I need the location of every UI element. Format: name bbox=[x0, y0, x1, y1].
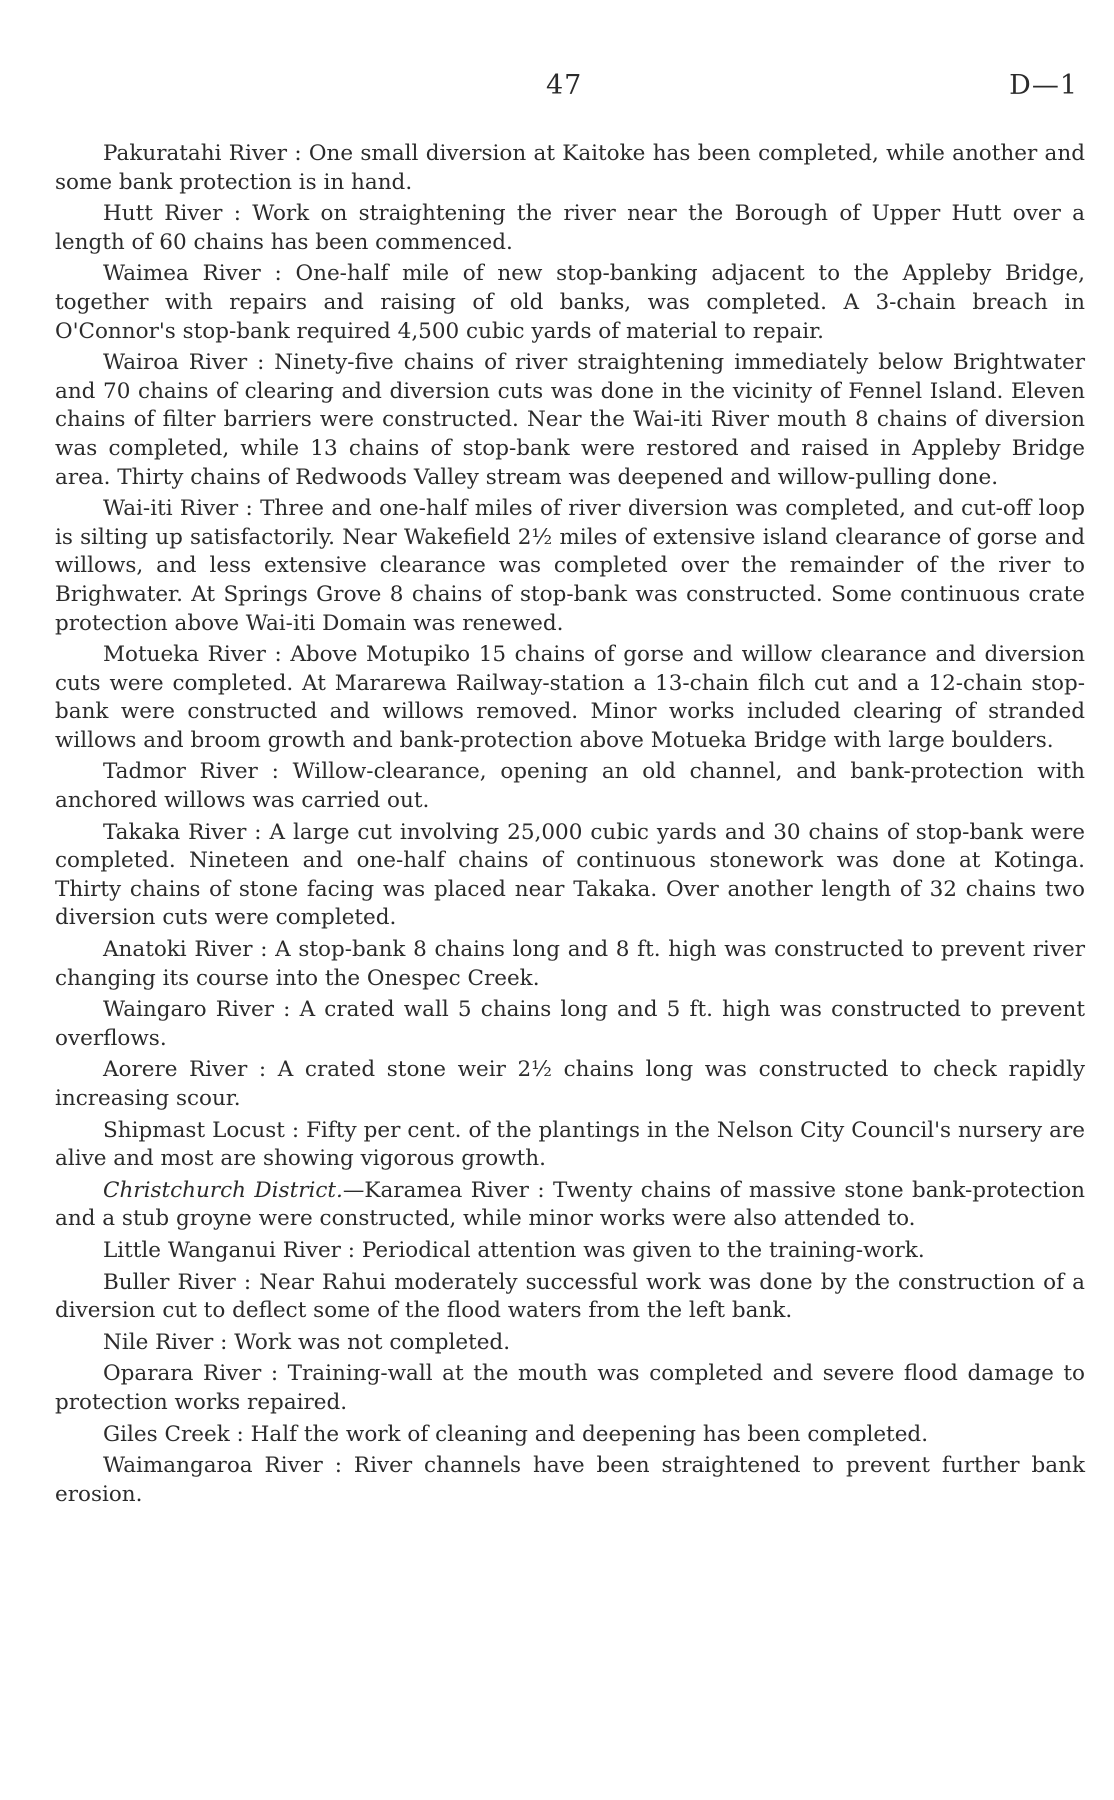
document-reference: D—1 bbox=[1009, 70, 1078, 101]
paragraph-text: A crated stone weir 2½ chains long was constructed to check rapidly increasing scour. bbox=[55, 1057, 1085, 1111]
paragraph-anatoki-river bbox=[55, 936, 1085, 993]
paragraph-text: Three and one-half miles of river diversion was completed, and cut-off loop is silting up satisfactorily. Near Wakefield 2½ miles of extensive island clearance of gorse and willows, and less extensive clearance was completed over the remainder of the river to Brighwater. At Springs Grove 8 chains of stop-bank was constructed. Some continuous crate protection above Wai-iti Domain was renewed. bbox=[55, 496, 1085, 636]
paragraph-heading: Waingaro River : bbox=[103, 997, 291, 1023]
paragraph-text: Near Rahui moderately successful work was done by the construction of a diversion cut to deflect some of the flood waters from the left bank. bbox=[55, 1269, 1086, 1324]
paragraph-text: Work on straightening the river near the Borough of Upper Hutt over a length of 60 chains has been commenced. bbox=[55, 201, 1085, 255]
paragraph-text: A stop-bank 8 chains long and 8 ft. high was constructed to prevent river changing its course into the Onespec Creek. bbox=[55, 937, 1085, 991]
district-heading: Christchurch District. bbox=[103, 1177, 343, 1203]
paragraph-christchurch-district bbox=[55, 1177, 1085, 1234]
body-text bbox=[55, 140, 1085, 1512]
paragraph-shipmast-locust bbox=[55, 1117, 1085, 1174]
paragraph-text: One-half mile of new stop-banking adjacent to the Appleby Bridge, together with repairs and raising of old banks, was completed. A 3-chain breach in O'Connor's stop-bank required 4,500 cubic yards of material to repair. bbox=[55, 261, 1085, 344]
paragraph-text: Periodical attention was given to the training-work. bbox=[355, 1237, 925, 1263]
paragraph-heading: Aorere River : bbox=[103, 1057, 267, 1083]
paragraph-text: Work was not completed. bbox=[227, 1329, 511, 1355]
paragraph-heading: Shipmast Locust : bbox=[103, 1117, 300, 1143]
paragraph-heading: Anatoki River : bbox=[103, 937, 268, 963]
paragraph-waimangaroa-river bbox=[55, 1452, 1085, 1509]
paragraph-oparara-river bbox=[55, 1360, 1085, 1417]
page-number: 47 bbox=[546, 70, 583, 101]
paragraph-heading: Wairoa River : bbox=[103, 350, 265, 376]
paragraph-heading: Buller River : bbox=[103, 1269, 252, 1295]
paragraph-wai-iti-river bbox=[55, 495, 1085, 638]
paragraph-text: One small diversion at Kaitoke has been completed, while another and some bank protection is in hand. bbox=[55, 141, 1085, 195]
paragraph-heading: Waimea River : bbox=[103, 261, 282, 287]
paragraph-text: Fifty per cent. of the plantings in the Nelson City Council's nursery are alive and most are showing vigorous growth. bbox=[55, 1117, 1086, 1172]
paragraph-heading: Wai-iti River : bbox=[103, 496, 253, 522]
paragraph-motueka-river bbox=[55, 641, 1085, 755]
paragraph-hutt-river bbox=[55, 200, 1085, 257]
paragraph-text: River channels have been straightened to prevent further bank erosion. bbox=[55, 1453, 1085, 1507]
paragraph-heading: Tadmor River : bbox=[103, 759, 279, 785]
paragraph-takaka-river bbox=[55, 819, 1085, 933]
paragraph-waimea-river bbox=[55, 260, 1085, 346]
paragraph-heading: Nile River : bbox=[103, 1329, 228, 1355]
paragraph-giles-creek bbox=[55, 1421, 1085, 1450]
paragraph-heading: —Karamea River : bbox=[342, 1177, 545, 1203]
paragraph-little-wanganui-river bbox=[55, 1237, 1085, 1266]
paragraph-heading: Oparara River : bbox=[103, 1361, 279, 1387]
paragraph-heading: Hutt River : bbox=[103, 201, 241, 227]
paragraph-heading: Motueka River : bbox=[103, 642, 282, 668]
paragraph-tadmor-river bbox=[55, 758, 1085, 815]
paragraph-wairoa-river bbox=[55, 349, 1085, 492]
paragraph-text: Half the work of cleaning and deepening has been completed. bbox=[243, 1421, 929, 1447]
paragraph-heading: Waimangaroa River : bbox=[103, 1453, 342, 1479]
paragraph-text: A large cut involving 25,000 cubic yards and 30 chains of stop-bank were completed. Nineteen and one-half chains of continuous stonework was done at Kotinga. Thirty chains of stone facing was placed near Takaka. Over another length of 32 chains two diversion cuts were completed. bbox=[55, 819, 1085, 931]
paragraph-aorere-river bbox=[55, 1056, 1085, 1113]
paragraph-pakuratahi-river bbox=[55, 140, 1085, 197]
paragraph-heading: Pakuratahi River : bbox=[103, 141, 302, 166]
paragraph-heading: Takaka River : bbox=[103, 819, 262, 845]
page-header bbox=[0, 70, 1114, 110]
paragraph-text: A crated wall 5 chains long and 5 ft. high was constructed to prevent overflows. bbox=[55, 997, 1085, 1051]
paragraph-nile-river bbox=[55, 1329, 1085, 1358]
paragraph-text: Willow-clearance, opening an old channel, and bank-protection with anchored willows was carried out. bbox=[55, 759, 1085, 814]
paragraph-buller-river bbox=[55, 1269, 1085, 1326]
paragraph-text: Twenty chains of massive stone bank-protection and a stub groyne were constructed, while minor works were also attended to. bbox=[55, 1177, 1086, 1232]
paragraph-heading: Little Wanganui River : bbox=[103, 1237, 356, 1263]
paragraph-waingaro-river bbox=[55, 996, 1085, 1053]
paragraph-text: Training-wall at the mouth was completed and severe flood damage to protection works repaired. bbox=[55, 1361, 1085, 1415]
paragraph-text: Above Motupiko 15 chains of gorse and willow clearance and diversion cuts were completed. At Mararewa Railway-station a 13-chain filch cut and a 12-chain stop-bank were constructed and willows removed. Minor works included clearing of stranded willows and broom growth and bank-protection above Motueka Bridge with large boulders. bbox=[55, 642, 1085, 753]
paragraph-text: Ninety-five chains of river straightening immediately below Brightwater and 70 chains of clearing and diversion cuts was done in the vicinity of Fennel Island. Eleven chains of filter barriers were constructed. Near the Wai-iti River mouth 8 chains of diversion was completed, while 13 chains of stop-bank were restored and raised in Appleby Bridge area. Thirty chains of Redwoods Valley stream was deepened and willow-pulling done. bbox=[55, 350, 1085, 490]
paragraph-heading: Giles Creek : bbox=[103, 1421, 244, 1447]
